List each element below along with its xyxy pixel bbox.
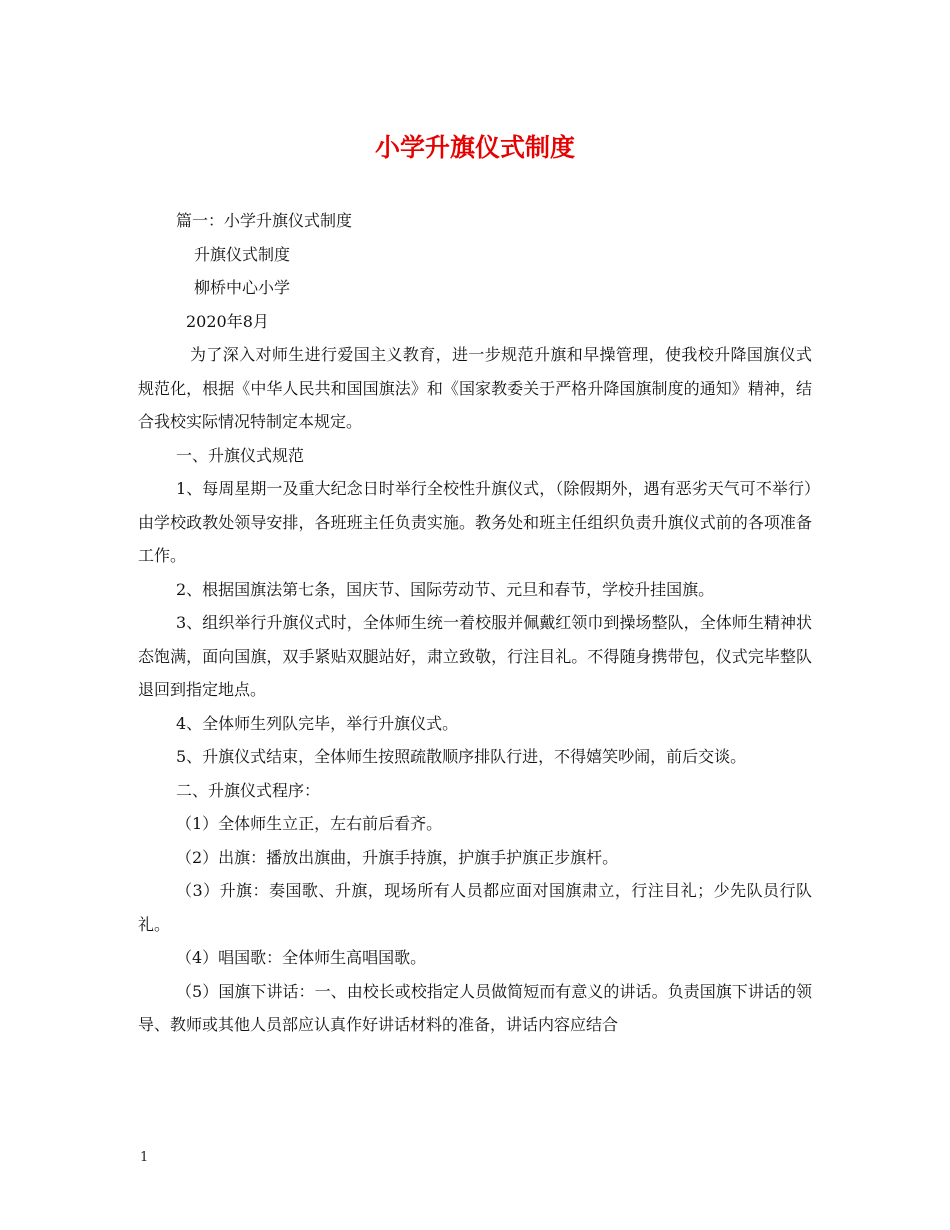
- part2-item: （2）出旗：播放出旗曲，升旗手持旗，护旗手护旗正步旗杆。: [176, 847, 619, 867]
- page-number: 1: [140, 1150, 149, 1165]
- part1-item: 1、每周星期一及重大纪念日时举行全校性升旗仪式，（除假期外，遇有恶劣天气可不举行）由学校政教处领导安排，各班班主任负责实施。教务处和班主任组织负责升旗仪式前的各项准备工作。: [138, 479, 812, 565]
- part2-item: （5）国旗下讲话：一、由校长或校指定人员做简短而有意义的讲话。负责国旗下讲话的领导、教师或其他人员部应认真作好讲话材料的准备，讲话内容应结合: [138, 981, 812, 1034]
- part1-item: 2、根据国旗法第七条，国庆节、国际劳动节、元旦和春节，学校升挂国旗。: [176, 579, 715, 599]
- document-body: [138, 204, 812, 1042]
- part2-heading: 二、升旗仪式程序：: [176, 780, 321, 800]
- part1-item: 5、升旗仪式结束，全体师生按照疏散顺序排队行进，不得嬉笑吵闹，前后交谈。: [176, 747, 747, 766]
- school-name-line: 柳桥中心小学: [194, 278, 291, 297]
- doc-name-line: 升旗仪式制度: [194, 244, 291, 264]
- part2-item: （3）升旗：奏国歌、升旗，现场所有人员都应面对国旗肃立，行注目礼；少先队员行队礼。: [138, 881, 812, 934]
- section-heading: 篇一：小学升旗仪式制度: [176, 211, 353, 230]
- part1-heading: 一、升旗仪式规范: [176, 445, 305, 465]
- part2-item: （1）全体师生立正，左右前后看齐。: [176, 814, 443, 833]
- part2-item: （4）唱国歌：全体师生高唱国歌。: [176, 948, 427, 967]
- document-title: 小学升旗仪式制度: [374, 133, 575, 162]
- date-line: 2020年8月: [186, 311, 269, 331]
- part1-item: 4、全体师生列队完毕，举行升旗仪式。: [176, 713, 459, 733]
- part1-item: 3、组织举行升旗仪式时，全体师生统一着校服并佩戴红领巾到操场整队，全体师生精神状态饱满，面向国旗，双手紧贴双腿站好，肃立致敬，行注目礼。不得随身携带包，仪式完毕整队退回到指定地点。: [138, 613, 812, 699]
- intro-paragraph: 为了深入对师生进行爱国主义教育，进一步规范升旗和早操管理，使我校升降国旗仪式规范化，根据《中华人民共和国国旗法》和《国家教委关于严格升降国旗制度的通知》精神，结合我校实际情况特制定本规定。: [138, 345, 812, 431]
